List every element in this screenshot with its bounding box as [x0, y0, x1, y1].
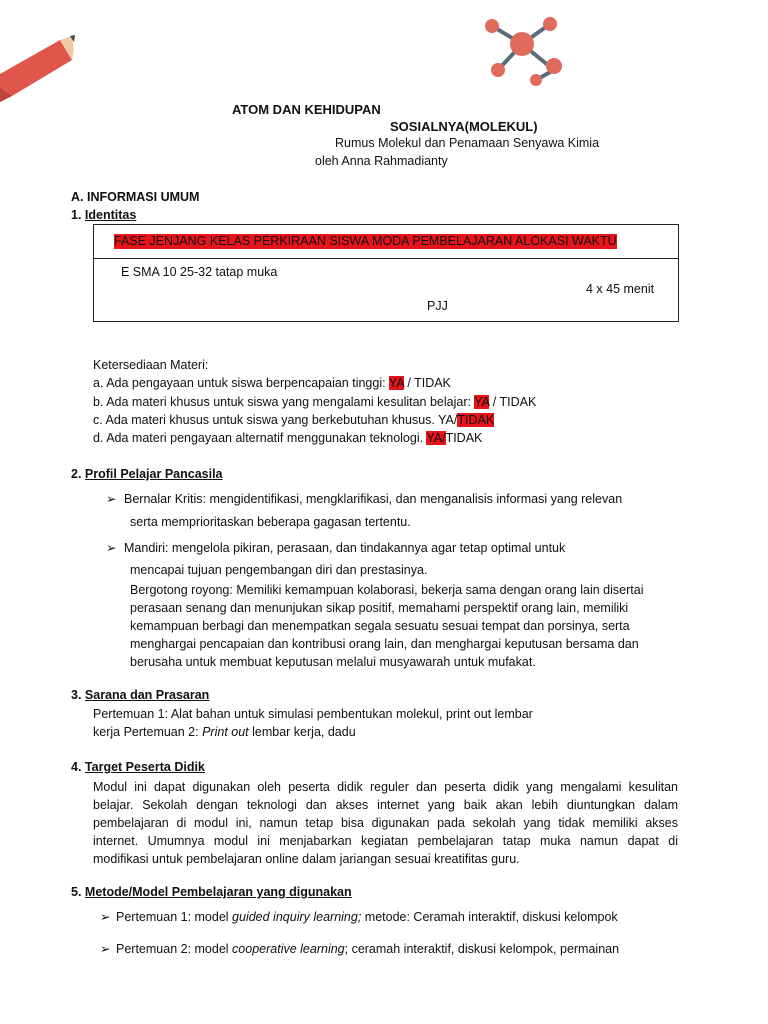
bullet-arrow-icon: ➢: [100, 910, 111, 924]
ketersediaan-d: [93, 431, 482, 446]
section-5-heading: [71, 885, 352, 900]
section-2-title: Profil Pelajar Pancasila: [84, 467, 223, 481]
molecule-icon: [478, 8, 568, 88]
metode-2-model: cooperative learning: [232, 942, 345, 956]
section-3-number: 3.: [71, 688, 82, 702]
profil-mandiri-line-2: mencapai tujuan pengembangan diri dan prestasinya.: [130, 563, 428, 577]
target-line-last: modifikasi untuk pembelajaran online dalam jariangan sesuai kreatifitas guru.: [93, 852, 520, 866]
ketersediaan-b-tidak: / TIDAK: [489, 395, 537, 409]
ketersediaan-d-ya: YA/: [426, 431, 446, 445]
metode-pertemuan-1: [116, 910, 618, 925]
gotong-royong-line: perasaan senang dan menunjukan sikap positif, memahami perspektif orang lain, memiliki: [130, 601, 629, 615]
section-a-heading: A. INFORMASI UMUM: [71, 190, 200, 204]
section-4-title: Target Peserta Didik: [84, 760, 205, 774]
identity-table-body-cell: [93, 257, 679, 322]
gotong-royong-line: kemampuan berbagi dan menempatkan segala sesuatu sesuai tempat dan porsinya, serta: [130, 619, 630, 633]
section-3-title: Sarana dan Prasaran: [84, 688, 210, 702]
subtitle: Rumus Molekul dan Penamaan Senyawa Kimia: [335, 136, 600, 150]
ketersediaan-b: [93, 395, 536, 410]
ketersediaan-c-text: c. Ada materi khusus untuk siswa yang berkebutuhan khusus. YA/: [93, 413, 458, 427]
ketersediaan-c-tidak: TIDAK: [457, 413, 495, 427]
gotong-royong-line: menghargai pencapaian dan kontribusi orang lain, dan menghargai keputusan bersama dan: [130, 637, 639, 651]
profil-mandiri-line-1: Mandiri: mengelola pikiran, perasaan, dan tindakannya agar tetap optimal untuk: [124, 541, 566, 555]
section-2-number: 2.: [71, 467, 82, 481]
target-line: belajar. Sekolah dengan teknologi dan akses internet yang baik akan lebih diuntungkan dalam: [93, 798, 678, 812]
section-1-number: 1.: [71, 208, 82, 222]
identity-table-time: 4 x 45 menit: [586, 282, 655, 296]
metode-pertemuan-2: [116, 942, 619, 957]
bullet-arrow-icon: ➢: [106, 492, 117, 506]
sarana-line-2-text: kerja Pertemuan 2:: [93, 725, 203, 739]
ketersediaan-b-ya: YA: [474, 395, 490, 409]
ketersediaan-a-text: a. Ada pengayaan untuk siswa berpencapaian tinggi:: [93, 376, 389, 390]
profil-gotong-royong: [130, 581, 643, 671]
ketersediaan-d-tidak: TIDAK: [445, 431, 483, 445]
section-1-heading: [71, 208, 136, 223]
pencil-icon: [0, 30, 80, 105]
sarana-line-2: [93, 725, 356, 740]
title-line-1: ATOM DAN KEHIDUPAN: [232, 102, 381, 117]
section-5-title: Metode/Model Pembelajaran yang digunakan: [84, 885, 352, 899]
section-2-heading: [71, 467, 223, 482]
author: oleh Anna Rahmadianty: [315, 154, 448, 168]
ketersediaan-a-ya: YA: [388, 376, 404, 390]
bullet-arrow-icon: ➢: [100, 942, 111, 956]
metode-1-text: Pertemuan 1: model: [116, 910, 233, 924]
ketersediaan-label: Ketersediaan Materi:: [93, 358, 209, 372]
target-line: Modul ini dapat digunakan oleh peserta didik reguler dan peserta didik yang mengalami kesulitan: [93, 780, 678, 794]
identity-table-header-cell: [93, 224, 679, 259]
section-1-title: Identitas: [84, 208, 137, 222]
sarana-line-2-emphasis: Print out: [202, 725, 249, 739]
sarana-line-2-end: lembar kerja, dadu: [248, 725, 356, 739]
metode-1-end: metode: Ceramah interaktif, diskusi kelompok: [361, 910, 618, 924]
ketersediaan-b-text: b. Ada materi khusus untuk siswa yang mengalami kesulitan belajar:: [93, 395, 475, 409]
identity-table-pjj: PJJ: [427, 299, 448, 313]
ketersediaan-d-text: d. Ada materi pengayaan alternatif menggunakan teknologi.: [93, 431, 427, 445]
metode-2-end: ; ceramah interaktif, diskusi kelompok, permainan: [344, 942, 620, 956]
profil-bernalar-line-1: Bernalar Kritis: mengidentifikasi, mengklarifikasi, dan menganalisis informasi yang relevan: [124, 492, 623, 506]
identity-table-row: E SMA 10 25-32 tatap muka: [121, 265, 278, 279]
section-4-heading: [71, 760, 205, 775]
gotong-royong-line: Bergotong royong: Memiliki kemampuan kolaborasi, bekerja sama dengan orang lain disertai: [130, 583, 644, 597]
profil-bernalar-line-2: serta memprioritaskan beberapa gagasan tertentu.: [130, 515, 411, 529]
ketersediaan-c: [93, 413, 494, 428]
section-4-number: 4.: [71, 760, 82, 774]
ketersediaan-a: [93, 376, 451, 391]
metode-1-model: guided inquiry learning;: [232, 910, 362, 924]
target-line: pembelajaran di modul ini, namun tetap bisa digunakan pada sekolah yang tidak memiliki akses: [93, 816, 678, 830]
gotong-royong-line: berusaha untuk membuat keputusan melalui musyawarah untuk mufakat.: [130, 655, 536, 669]
title-line-2: SOSIALNYA(MOLEKUL): [390, 119, 538, 134]
sarana-line-1: Pertemuan 1: Alat bahan untuk simulasi pembentukan molekul, print out lembar: [93, 707, 533, 721]
bullet-arrow-icon: ➢: [106, 541, 117, 555]
identity-table-header: FASE JENJANG KELAS PERKIRAAN SISWA MODA PEMBELAJARAN ALOKASI WAKTU: [114, 234, 617, 248]
target-paragraph: [93, 778, 678, 868]
section-5-number: 5.: [71, 885, 82, 899]
section-3-heading: [71, 688, 209, 703]
ketersediaan-a-tidak: / TIDAK: [403, 376, 451, 390]
target-line: internet. Umumnya modul ini menjabarkan kegiatan pembelajaran tatap muka namun dapat di: [93, 834, 678, 848]
metode-2-text: Pertemuan 2: model: [116, 942, 233, 956]
